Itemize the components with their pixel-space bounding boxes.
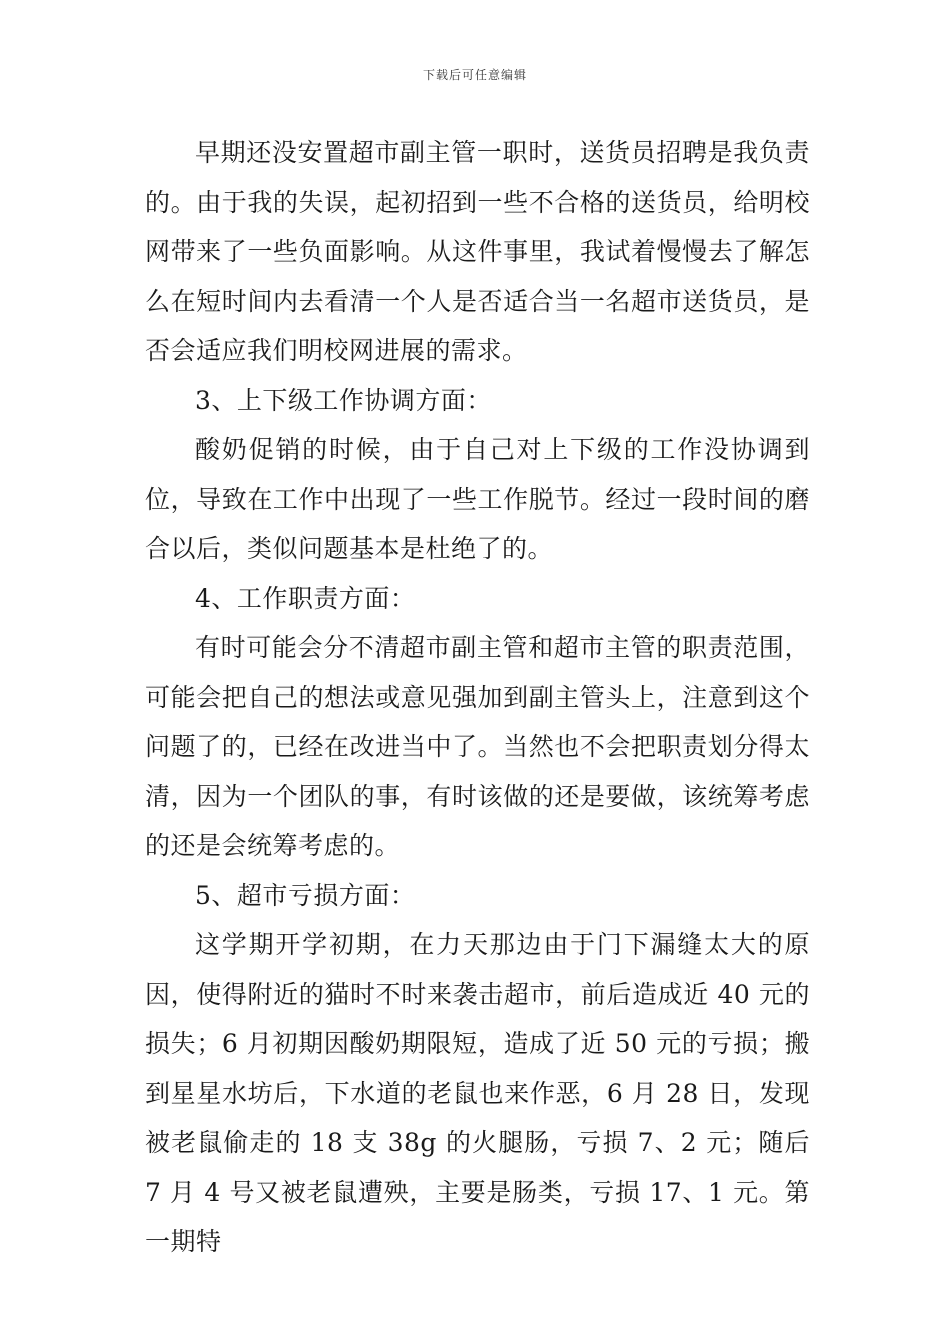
- paragraph-coordination: 酸奶促销的时候，由于自己对上下级的工作没协调到位，导致在工作中出现了一些工作脱节。经过一段时间的磨合以后，类似问题基本是杜绝了的。: [145, 435, 810, 563]
- section-heading-coordination: 3、上下级工作协调方面：: [195, 385, 492, 415]
- paragraph-losses: 这学期开学初期，在力天那边由于门下漏缝太大的原因，使得附近的猫时不时来袭击超市，前后造成近 40 元的损失；6 月初期因酸奶期限短，造成了近 50 元的亏损；搬到星星水坊后，下水道的老鼠也来作恶，6 月 28 日，发现被老鼠偷走的 18 支 38g 的火腿肠，亏损 7、2 元；随后 7 月 4 号又被老鼠遭殃，主要是肠类，亏损 17、1 元。第一期特: [145, 930, 810, 1256]
- section-heading-responsibilities: 4、工作职责方面：: [195, 583, 416, 613]
- section-heading-losses: 5、超市亏损方面：: [195, 880, 416, 910]
- document-body: [145, 128, 810, 1267]
- paragraph-responsibilities: 有时可能会分不清超市副主管和超市主管的职责范围，可能会把自己的想法或意见强加到副主管头上，注意到这个问题了的，已经在改进当中了。当然也不会把职责划分得太清，因为一个团队的事，有时该做的还是要做，该统筹考虑的还是会统筹考虑的。: [145, 633, 810, 860]
- header-note: 下载后可任意编辑: [422, 68, 527, 82]
- paragraph-delivery-recruitment: 早期还没安置超市副主管一职时，送货员招聘是我负责的。由于我的失误，起初招到一些不合格的送货员，给明校网带来了一些负面影响。从这件事里，我试着慢慢去了解怎么在短时间内去看清一个人是否适合当一名超市送货员，是否会适应我们明校网进展的需求。: [145, 138, 810, 365]
